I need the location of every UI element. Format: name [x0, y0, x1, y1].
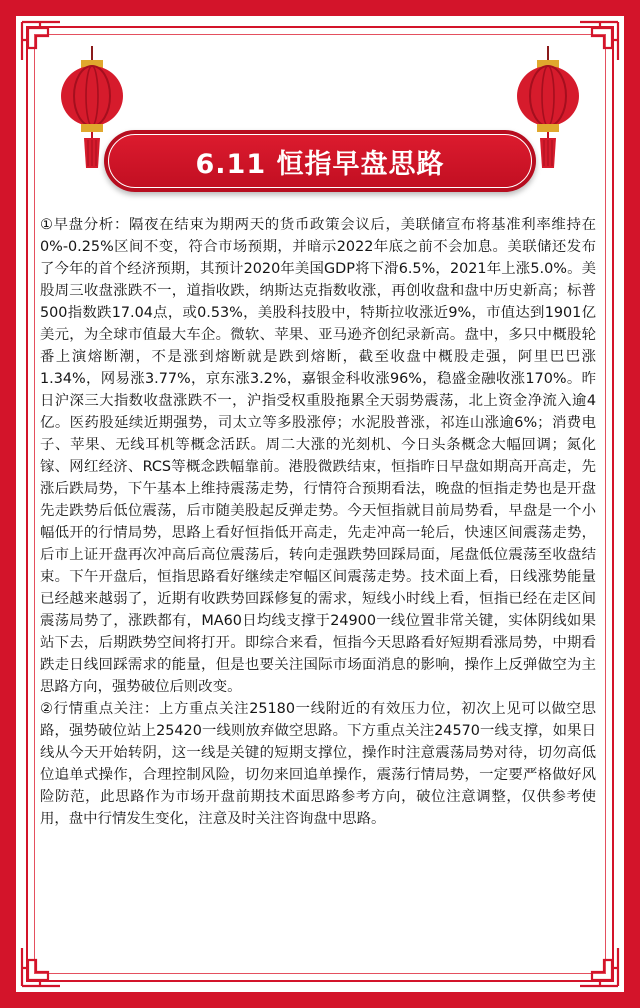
corner-ornament-icon: [566, 934, 620, 988]
title-banner: [104, 130, 536, 192]
page-title: 6.11 恒指早盘思路: [195, 148, 445, 180]
title-banner-inner: [108, 134, 532, 188]
paragraph-morning-analysis: ①早盘分析：隔夜在结束为期两天的货币政策会议后，美联储宣布将基准利率维持在0%-0.25%区间不变，符合市场预期，并暗示2022年底之前不会加息。美联储还发布了今年的首个经济预期，其预计2020年美国GDP将下滑6.5%，2021年上涨5.0%。美股周三收盘涨跌不一，道指收跌，纳斯达克指数收涨，再创收盘和盘中历史新高；标普500指数跌17.04点，或0.53%，美股科技股中，特斯拉收涨近9%，市值达到1901亿美元，为全球市值最大车企。微软、苹果、亚马逊齐创纪录新高。盘中，多只中概股轮番上演熔断潮，不是涨到熔断就是跌到熔断，截至收盘中概股走强，阿里巴巴涨1.34%，网易涨3.77%，京东涨3.2%，嘉银金科收涨96%，稳盛金融收涨170%。昨日沪深三大指数收盘涨跌不一，沪指受权重股拖累全天弱势震荡，北上资金净流入逾4亿。医药股延续近期强势，司太立等多股涨停；水泥股普涨，祁连山涨逾6%；消费电子、苹果、无线耳机等概念活跃。周二大涨的光刻机、今日头条概念大幅回调；氮化镓、网红经济、RCS等概念跌幅靠前。港股微跌结束，恒指昨日早盘如期高开高走，先涨后跌局势，下午基本上维持震荡走势，行情符合预期看法，晚盘的恒指走势也是开盘先走跌势后低位震荡，后市随美股起反弹走势。今天恒指就目前局势看，早盘是一个小幅低开的行情局势，思路上看好恒指低开高走，先走冲高一轮后，快速区间震荡走势，后市上证开盘再次冲高后高位震荡后，转向走强跌势回踩局面，尾盘低位震荡至收盘结束。下午开盘后，恒指思路看好继续走窄幅区间震荡走势。技术面上看，日线涨势能量已经越来越弱了，近期有收跌势回踩修复的需求，短线小时线上看，恒指已经在走区间震荡局势了，涨跌都有，MA60日均线支撑于24900一线位置非常关键，实体阴线如果站下去，后期跌势空间将打开。即综合来看，恒指今天思路看好短期看涨局势，中期看跌走日线回踩需求的能量，但是也要关注国际市场面消息的影响，操作上反弹做空为主思路方向，强势破位后则改变。: [40, 217, 596, 695]
article-body: [40, 214, 596, 830]
corner-ornament-icon: [20, 934, 74, 988]
paragraph-key-levels: ②行情重点关注：上方重点关注25180一线附近的有效压力位，初次上见可以做空思路，强势破位站上25420一线则放弃做空思路。下方重点关注24570一线支撑，如果日线从今天开始转阴，这一线是关键的短期支撑位，操作时注意震荡局势对待，切勿高低位追单式操作，合理控制风险，切勿来回追单操作，震荡行情局势，一定要严格做好风险防范，此思路作为市场开盘前期技术面思路参考方向，破位注意调整，仅供参考使用，盘中行情发生变化，注意及时关注咨询盘中思路。: [40, 701, 596, 827]
